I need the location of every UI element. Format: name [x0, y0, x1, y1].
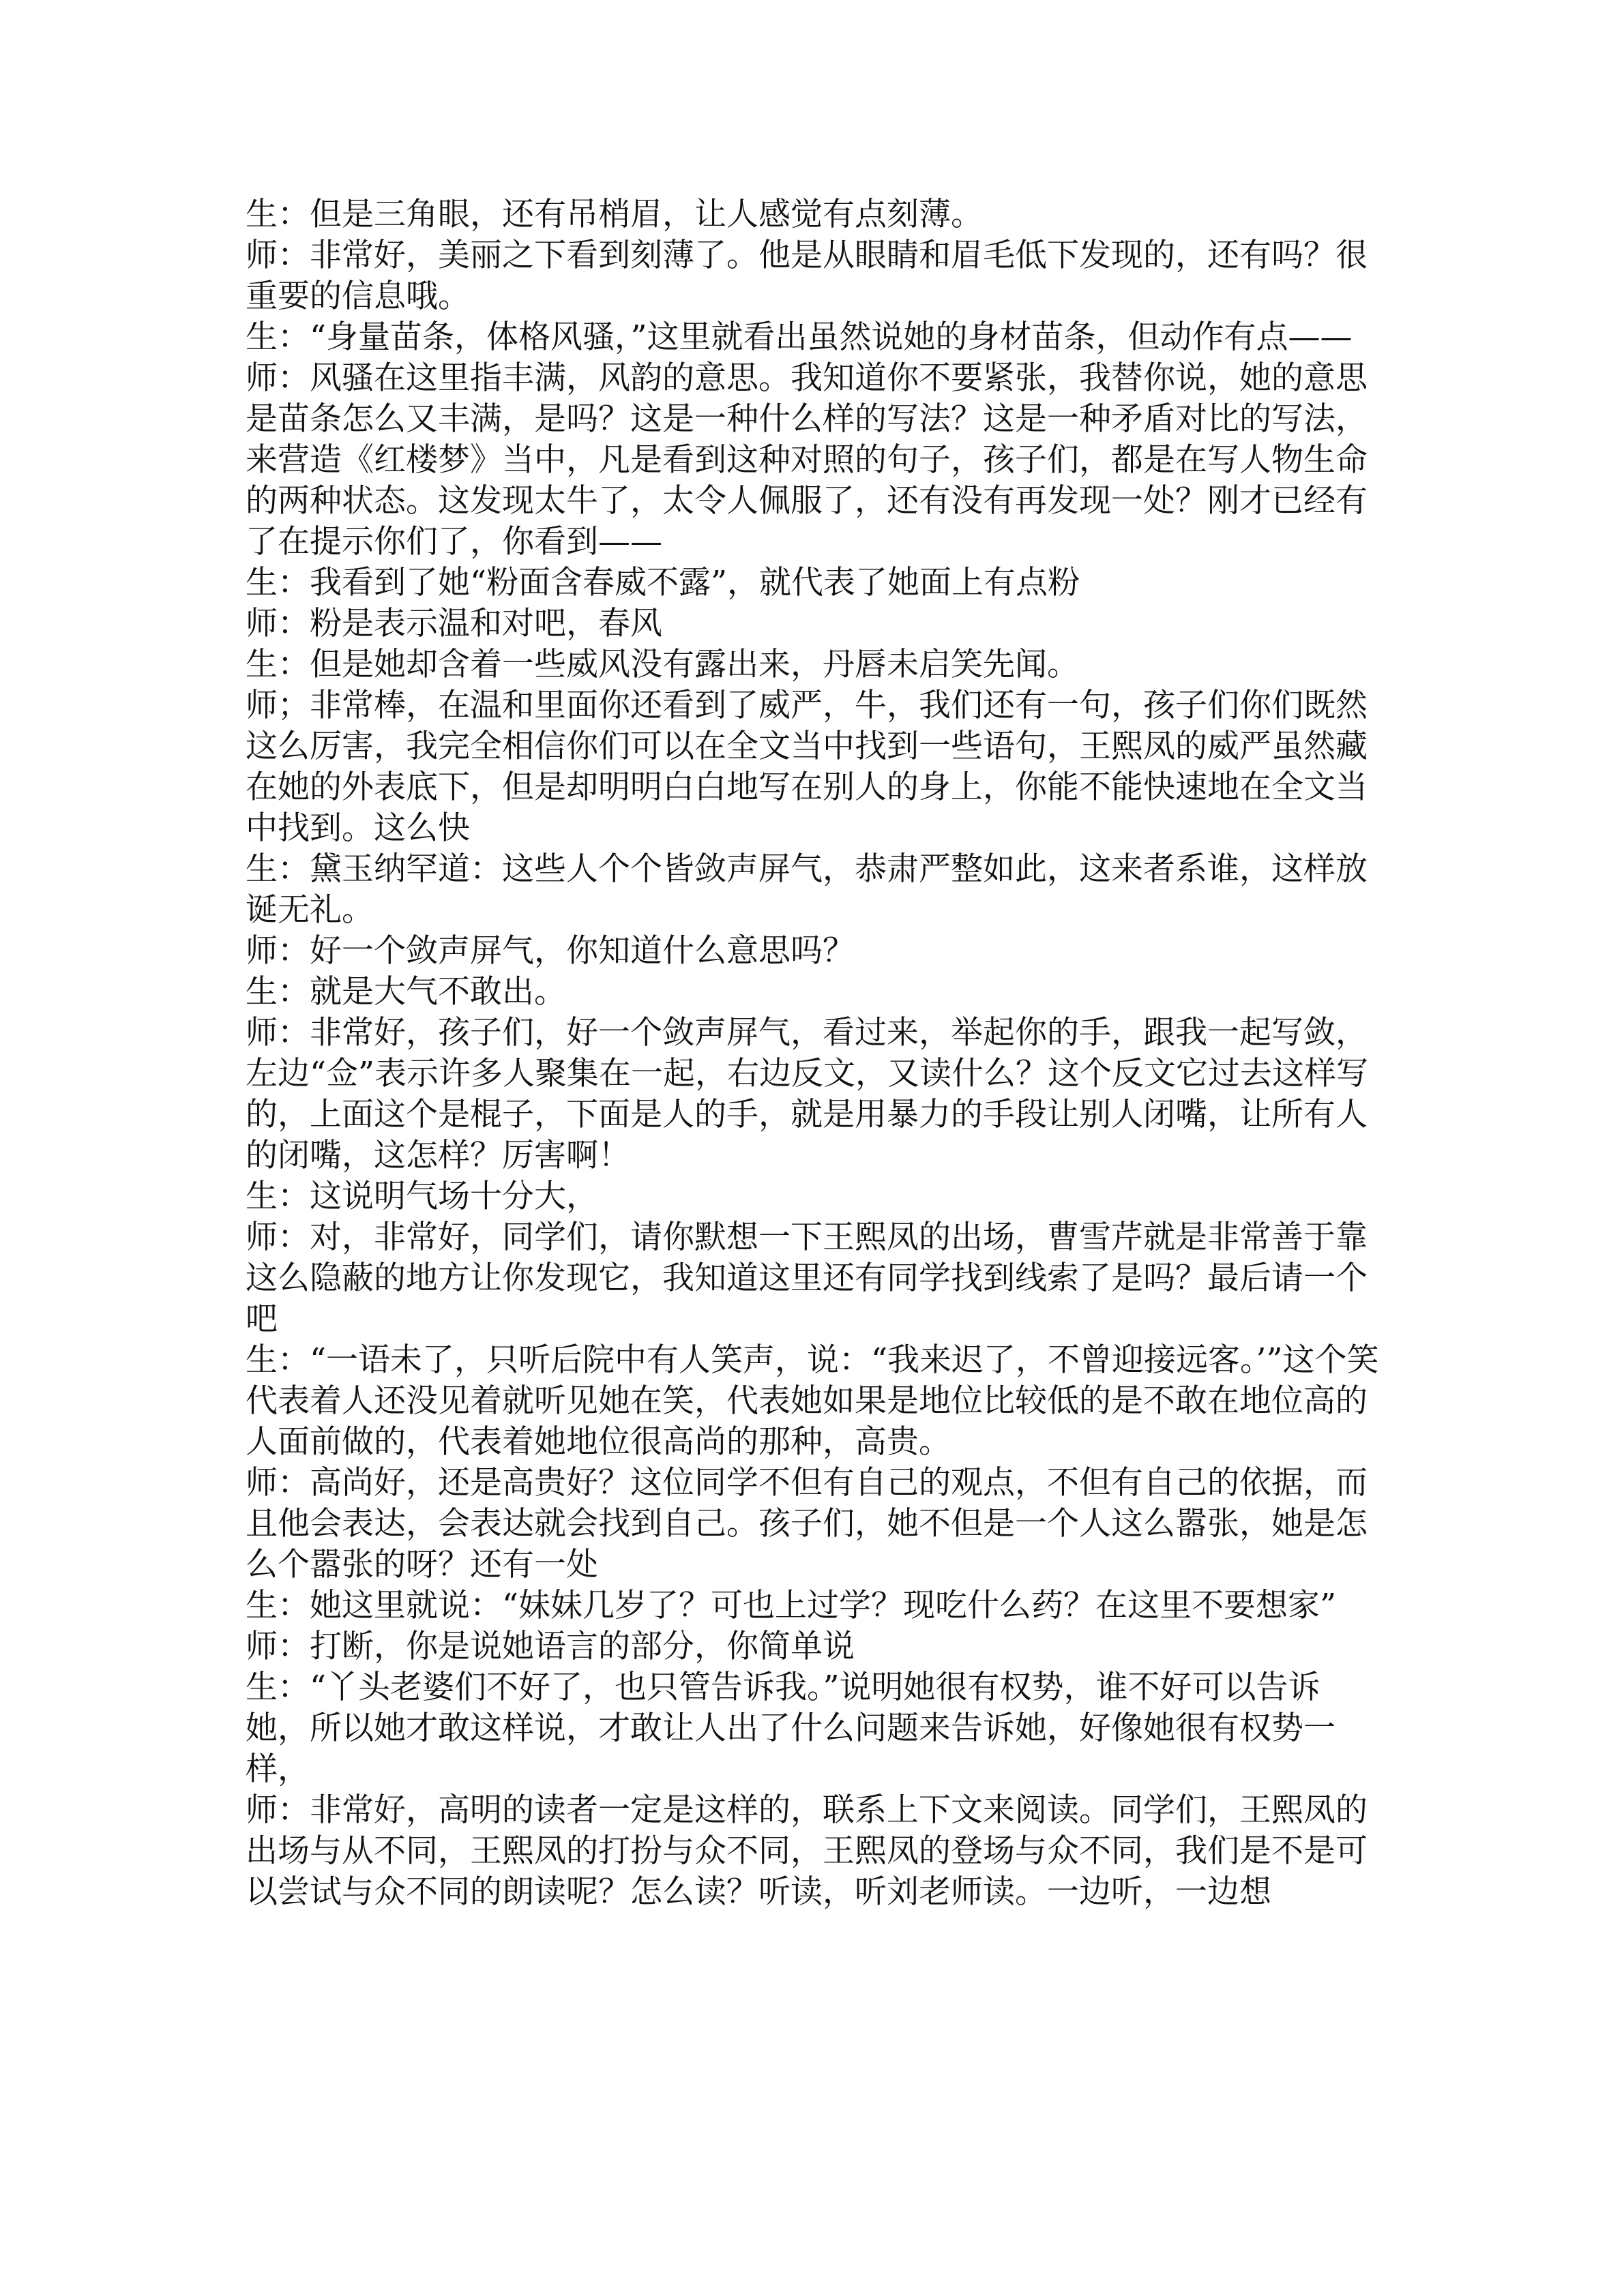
dialogue-line: 生：但是她却含着一些威风没有露出来，丹唇未启笑先闻。	[246, 646, 1079, 683]
dialogue-line: 生：就是大气不敢出。	[246, 973, 566, 1011]
dialogue-line: 师：非常好，孩子们，好一个敛声屏气，看过来，举起你的手，跟我一起写敛，左边“佥”表示许多人聚集在一起，右边反文，又读什么？这个反文它过去这样写的，上面这个是棍子，下面是人的手，就是用暴力的手段让别人闭嘴，让所有人的闭嘴，这怎样？厉害啊！	[246, 1014, 1369, 1174]
dialogue-line: 生：“一语未了，只听后院中有人笑声，说：“我来迟了，不曾迎接远客。’”这个笑代表着人还没见着就听见她在笑，代表她如果是地位比较低的是不敢在地位高的人面前做的，代表着她地位很高尚的那种，高贵。	[246, 1341, 1379, 1461]
dialogue-line: 生：黛玉纳罕道：这些人个个皆敛声屏气，恭肃严整如此，这来者系谁，这样放诞无礼。	[246, 850, 1368, 929]
dialogue-line: 生：这说明气场十分大，	[246, 1178, 598, 1215]
dialogue-line: 生：“丫头老婆们不好了，也只管告诉我。”说明她很有权势，谁不好可以告诉她，所以她才敢这样说，才敢让人出了什么问题来告诉她，好像她很有权势一样，	[246, 1669, 1335, 1788]
dialogue-line: 师：对，非常好，同学们，请你默想一下王熙凤的出场，曹雪芹就是非常善于靠这么隐蔽的地方让你发现它，我知道这里还有同学找到线索了是吗？最后请一个吧	[246, 1219, 1368, 1338]
dialogue-line: 生：她这里就说：“妹妹几岁了？可也上过学？现吃什么药？在这里不要想家”	[246, 1587, 1337, 1624]
dialogue-line: 师：粉是表示温和对吧，春风	[246, 605, 662, 642]
dialogue-line: 师；非常棒，在温和里面你还看到了威严，牛，我们还有一句，孩子们你们既然这么厉害，我完全相信你们可以在全文当中找到一些语句，王熙凤的威严虽然藏在她的外表底下，但是却明明白白地写在别人的身上，你能不能快速地在全文当中找到。这么快	[246, 687, 1368, 847]
dialogue-line: 生：“身量苗条，体格风骚，”这里就看出虽然说她的身材苗条，但动作有点——	[246, 318, 1353, 356]
dialogue-line: 师：非常好，高明的读者一定是这样的，联系上下文来阅读。同学们，王熙凤的出场与从不同，王熙凤的打扮与众不同，王熙凤的登场与众不同，我们是不是可以尝试与众不同的朗读呢？怎么读？听读，听刘老师读。一边听，一边想	[246, 1791, 1368, 1911]
dialogue-line: 生：但是三角眼，还有吊梢眉，让人感觉有点刻薄。	[246, 196, 983, 233]
dialogue-line: 师：好一个敛声屏气，你知道什么意思吗？	[246, 932, 855, 970]
dialogue-line: 师：高尚好，还是高贵好？这位同学不但有自己的观点，不但有自己的依据，而且他会表达，会表达就会找到自己。孩子们，她不但是一个人这么嚣张，她是怎么个嚣张的呀？还有一处	[246, 1464, 1368, 1583]
transcript-body	[246, 194, 1381, 1913]
dialogue-line: 生：我看到了她“粉面含春威不露”，就代表了她面上有点粉	[246, 564, 1080, 601]
dialogue-line: 师：非常好，美丽之下看到刻薄了。他是从眼睛和眉毛低下发现的，还有吗？很重要的信息哦。	[246, 237, 1368, 315]
dialogue-line: 师：风骚在这里指丰满，风韵的意思。我知道你不要紧张，我替你说，她的意思是苗条怎么又丰满，是吗？这是一种什么样的写法？这是一种矛盾对比的写法，来营造《红楼梦》当中，凡是看到这种对照的句子，孩子们，都是在写人物生命的两种状态。这发现太牛了，太令人佩服了，还有没有再发现一处？刚才已经有了在提示你们了，你看到——	[246, 359, 1368, 561]
dialogue-line: 师：打断，你是说她语言的部分，你简单说	[246, 1628, 855, 1665]
